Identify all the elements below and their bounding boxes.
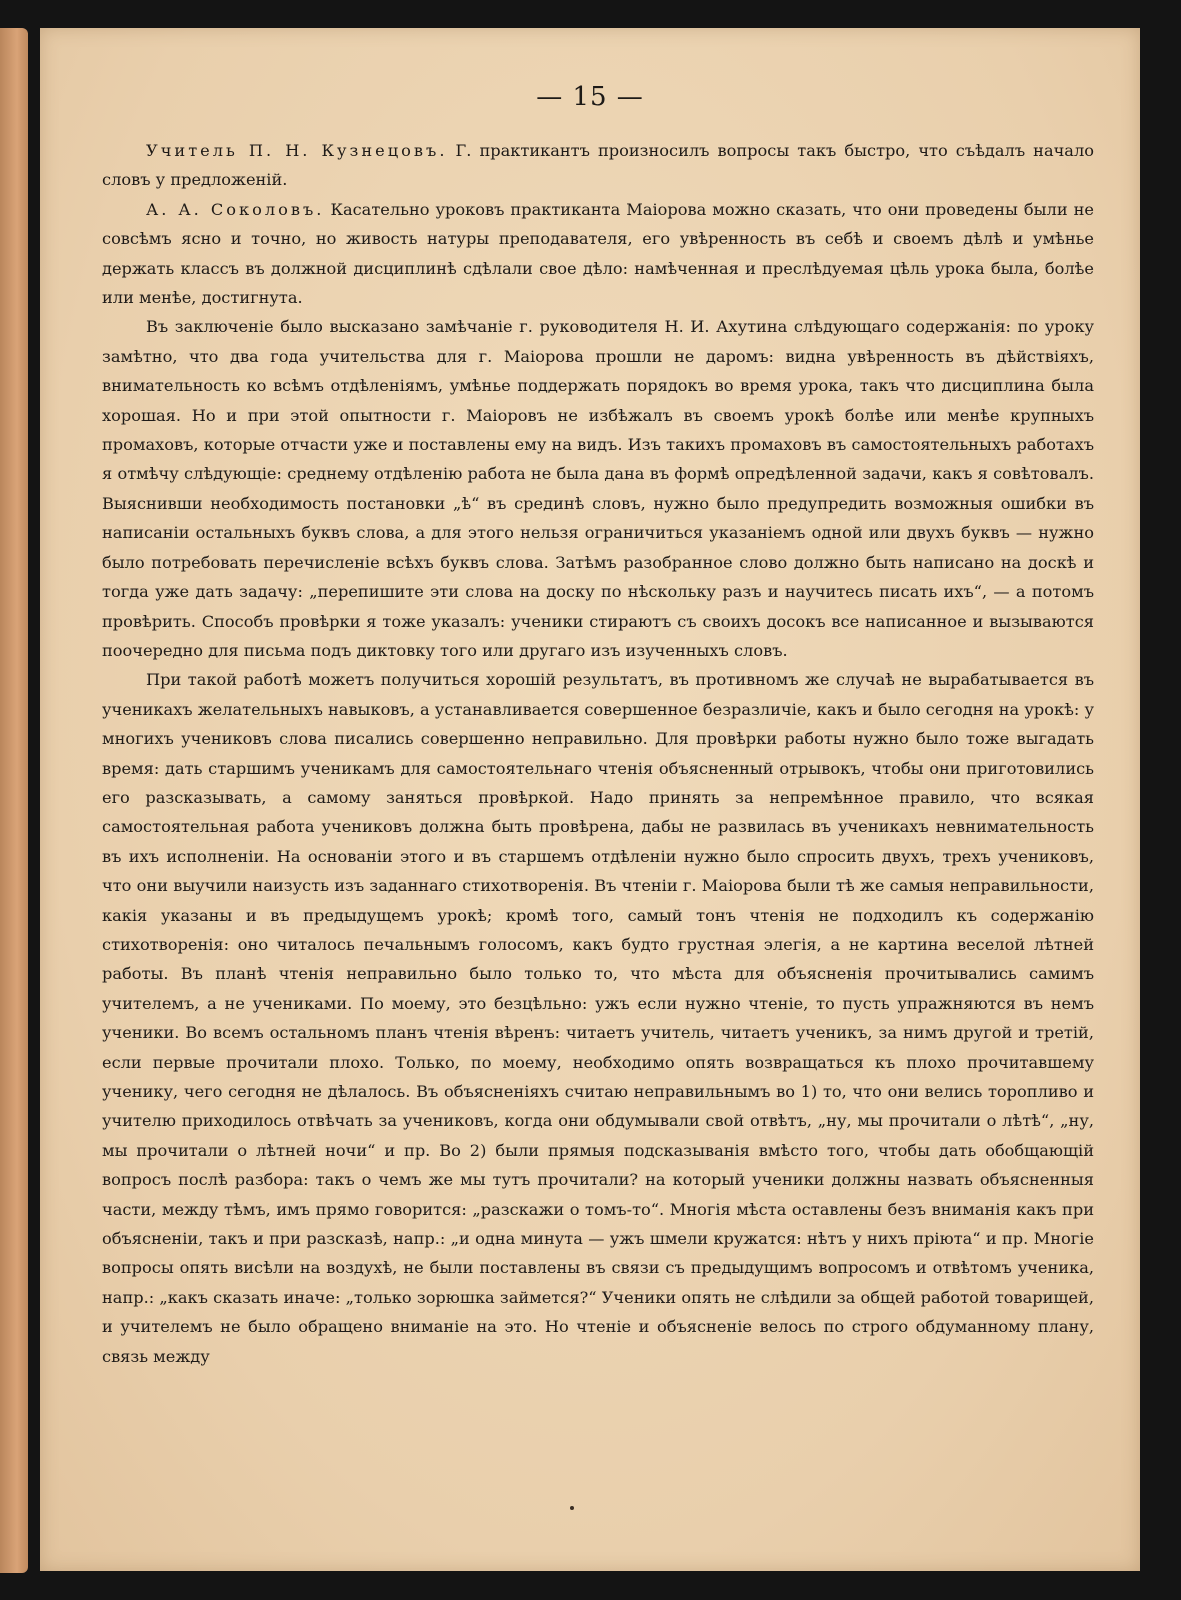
paragraph-text: Г. практикантъ произносилъ вопросы такъ быстро, что съѣдалъ начало словъ у предложеній. — [102, 141, 1094, 190]
paragraph — [102, 195, 1094, 313]
paragraph — [102, 136, 1094, 195]
paragraph — [102, 312, 1094, 665]
book-page — [40, 28, 1140, 1571]
speaker-name: Учитель П. Н. Кузнецовъ. — [146, 141, 448, 160]
paragraph-text: При такой работѣ можетъ получиться хорошій результатъ, въ противномъ же случаѣ не вырабатывается въ ученикахъ желательныхъ навыковъ, а устанавливается совершенное безразличіе, какъ и было сегодня на урокѣ: у многихъ учениковъ слова писались совершенно неправильно. Для провѣрки работы нужно было тоже выгадать время: дать старшимъ ученикамъ для самостоятельнаго чтенія объясненный отрывокъ, чтобы они приготовились его разсказывать, а самому заняться провѣркой. Надо принять за непремѣнное правило, что всякая самостоятельная работа учениковъ должна быть провѣрена, дабы не развилась въ ученикахъ невнимательность въ ихъ исполненіи. На основаніи этого и въ старшемъ отдѣленіи нужно было спросить двухъ, трехъ учениковъ, что они выучили наизусть изъ заданнаго стихотворенія. Въ чтеніи г. Маіорова были тѣ же самыя неправильности, какія указаны и въ предыдущемъ урокѣ; кромѣ того, самый тонъ чтенія не подходилъ къ содержанію стихотворенія: оно читалось печальнымъ голосомъ, какъ будто грустная элегія, а не картина веселой лѣтней работы. Въ планѣ чтенія неправильно было только то, что мѣста для объясненія прочитывались самимъ учителемъ, а не учениками. По моему, это безцѣльно: ужъ если нужно чтеніе, то пусть упражняются въ немъ ученики. Во всемъ остальномъ планъ чтенія вѣренъ: читаетъ учитель, читаетъ ученикъ, за нимъ другой и третій, если первые прочитали плохо. Только, по моему, необходимо опять возвращаться къ плохо прочитавшему ученику, чего сегодня не дѣлалось. Въ объясненіяхъ считаю неправильнымъ во 1) то, что они велись торопливо и учителю приходилось отвѣчать за учениковъ, когда они обдумывали свой отвѣтъ, „ну, мы прочитали о лѣтѣ“, „ну, мы прочитали о лѣтней ночи“ и пр. Во 2) были прямыя подсказыванія вмѣсто того, чтобы дать обобщающій вопросъ послѣ разбора: такъ о чемъ же мы тутъ прочитали? на который ученики должны назвать объясненныя части, между тѣмъ, имъ прямо говорится: „разскажи о томъ-то“. Многія мѣста оставлены безъ вниманія какъ при объясненіи, такъ и при разсказѣ, напр.: „и одна минута — ужъ шмели кружатся: нѣтъ у нихъ пріюта“ и пр. Многіе вопросы опять висѣли на воздухѣ, не были поставлены въ связи съ предыдущимъ вопросомъ и отвѣтомъ ученика, напр.: „какъ сказать иначе: „только зорюшка займется?“ Ученики опять не слѣдили за общей работой товарищей, и учителемъ не было обращено вниманіе на это. Но чтеніе и объясненіе велось по строго обдуманному плану, связь между — [102, 670, 1094, 1366]
ink-speck — [570, 1506, 574, 1510]
speaker-name: А. А. Соколовъ. — [146, 199, 325, 219]
paragraph — [102, 665, 1094, 1371]
paragraph-text: Касательно уроковъ практиканта Маіорова можно сказать, что они проведены были не совсѣмъ ясно и точно, но живость натуры преподавателя, его увѣренность въ себѣ и своемъ дѣлѣ и умѣнье держать классъ въ должной дисциплинѣ сдѣлали свое дѣло: намѣченная и преслѣдуемая цѣль урока была, болѣе или менѣе, достигнута. — [102, 199, 1094, 308]
paragraph-text: Въ заключеніе было высказано замѣчаніе г. руководителя Н. И. Ахутина слѣдующаго содержанія: по уроку замѣтно, что два года учительства для г. Маіорова прошли не даромъ: видна увѣренность въ дѣйствіяхъ, внимательность ко всѣмъ отдѣленіямъ, умѣнье поддержать порядокъ во время урока, такъ что дисциплина была хорошая. Но и при этой опытности г. Маіоровъ не избѣжалъ въ своемъ урокѣ болѣе или менѣе крупныхъ промаховъ, которые отчасти уже и поставлены ему на видъ. Изъ такихъ промаховъ въ самостоятельныхъ работахъ я отмѣчу слѣдующіе: среднему отдѣленію работа не была дана въ формѣ опредѣленной задачи, какъ я совѣтовалъ. Выяснивши необходимость постановки „ѣ“ въ срединѣ словъ, нужно было предупредить возможныя ошибки въ написаніи остальныхъ буквъ слова, а для этого нельзя ограничиться указаніемъ одной или двухъ буквъ — нужно было потребовать перечисленіе всѣхъ буквъ слова. Затѣмъ разобранное слово должно быть написано на доскѣ и тогда уже дать задачу: „перепишите эти слова на доску по нѣскольку разъ и научитесь писать ихъ“, — а потомъ провѣрить. Способъ провѣрки я тоже указалъ: ученики стираютъ съ своихъ досокъ все написанное и вызываются поочередно для письма подъ диктовку того или другаго изъ изученныхъ словъ. — [102, 317, 1094, 660]
previous-page-edge — [0, 28, 28, 1573]
page-number: — 15 — — [536, 82, 644, 112]
page-text — [102, 136, 1094, 1371]
